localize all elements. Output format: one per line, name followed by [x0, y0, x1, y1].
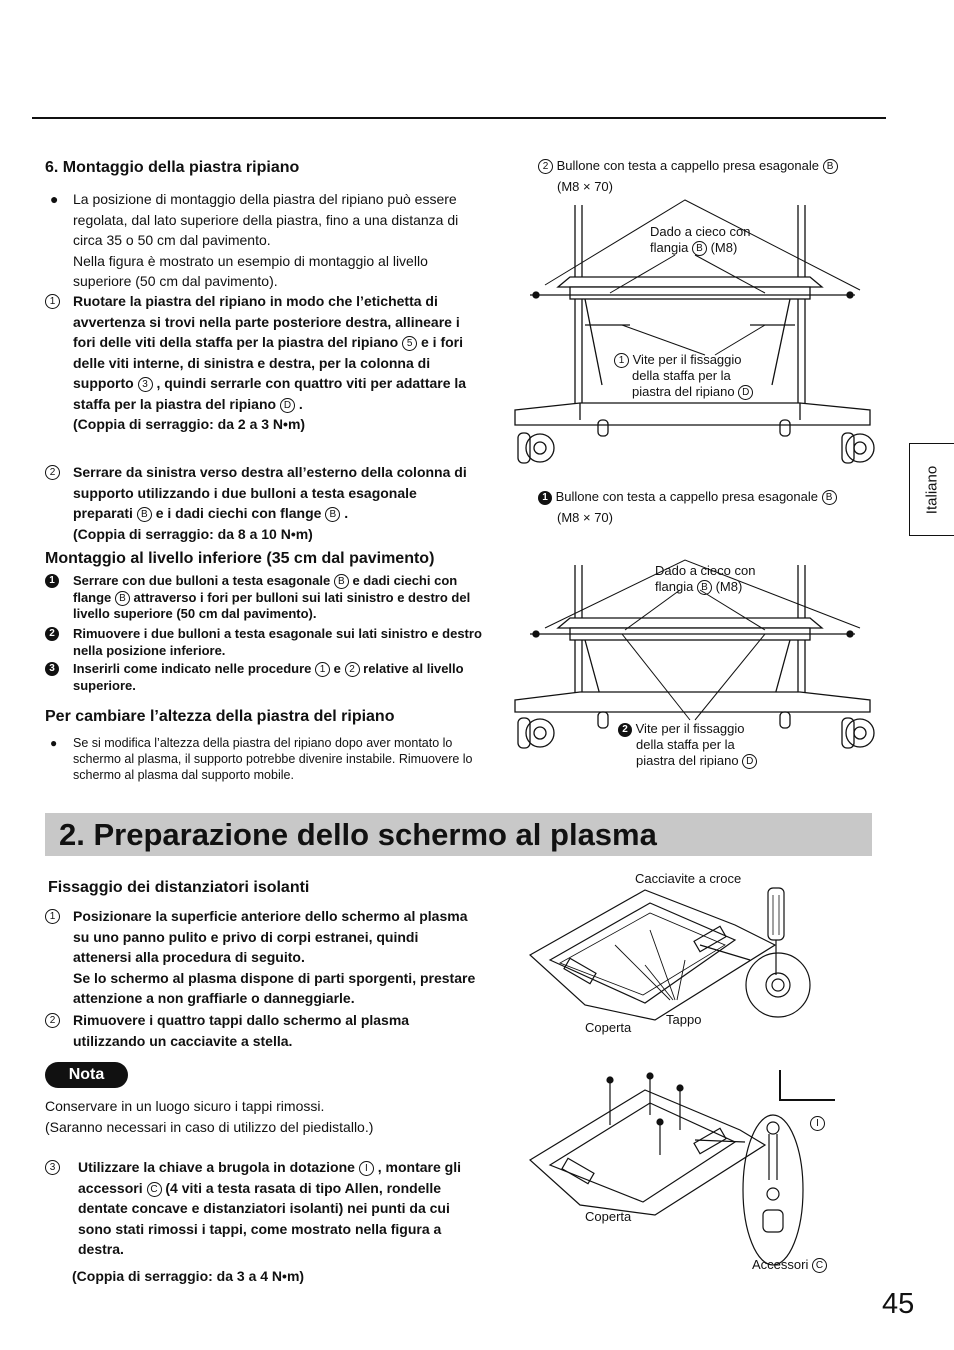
fig3-screwdriver-label: Cacciavite a croce: [635, 871, 742, 886]
fig2-size: (M8 × 70): [557, 510, 613, 525]
sec2-step-2: 2 Rimuovere i quattro tappi dallo schermo al plasma utilizzando un cacciavite a stella.: [45, 1010, 480, 1051]
step-number: 1: [45, 294, 60, 309]
fig2-nut-label: Dado a cieco con flangia B (M8): [655, 563, 756, 594]
step-number: 2: [45, 465, 60, 480]
section-6-heading: 6. Montaggio della piastra ripiano: [45, 159, 300, 176]
bullet-dot: ●: [50, 191, 59, 207]
sec2-step-3: 3 Utilizzare la chiave a brugola in dotazione I , montare gli accessori C (4 viti a testa rasata di tipo Allen, rondelle dentate concave e distanziatori isolanti) nei punti da cui sono stati rimossi i tappi, come mostrato nella figura a destra.: [45, 1157, 485, 1260]
fig3-cap-label: Tappo: [666, 1012, 702, 1027]
fig1-top-label: 2 Bullone con testa a cappello presa esagonale B: [538, 158, 873, 174]
sec6-bullet-text: La posizione di montaggio della piastra del ripiano può essere regolata, dal lato superiore della piastra, fino a una distanza di circa 35 o 50 cm dal pavimento.: [73, 191, 459, 248]
lower-item-3: 3 Inserirli come indicato nelle procedure 1 e 2 relative al livello superiore.: [45, 661, 485, 694]
page-number: 45: [882, 1288, 915, 1320]
height-heading: Per cambiare l’altezza della piastra del ripiano: [45, 708, 395, 725]
step-number-filled: 2: [45, 627, 59, 641]
language-tab-label: Italiano: [923, 465, 941, 514]
height-bullet: ● Se si modifica l’altezza della piastra del ripiano dopo aver montato lo schermo al plasma, il supporto potrebbe divenire instabile. Rimuovere lo schermo al plasma dal supporto mobile.: [50, 736, 473, 782]
fig1-size: (M8 × 70): [557, 179, 613, 194]
fig3-screen-drawing: [525, 885, 815, 1025]
top-rule: [32, 117, 886, 119]
sec2-step-3-torque: (Coppia di serraggio: da 3 a 4 N•m): [72, 1268, 305, 1284]
step-number: 1: [45, 909, 60, 924]
fig4-key-label: I: [810, 1115, 825, 1131]
fig3-cover-label: Coperta: [585, 1020, 632, 1035]
sec6-bullet: [45, 189, 480, 292]
fig2-top-label: 1 Bullone con testa a cappello presa esagonale B: [538, 489, 873, 505]
fig2-screw-label: 2 Vite per il fissaggio della staffa per la piastra del ripiano D: [618, 721, 757, 769]
nota-text: Conservare in un luogo sicuro i tappi rimossi. (Saranno necessari in caso di utilizzo del piedistallo.): [45, 1098, 374, 1135]
lower-item-1: 1 Serrare con due bulloni a testa esagonale B e dadi ciechi con flange B attraverso i fori per bulloni sui lati sinistro e destro del livello superiore (50 cm dal pavimento).: [45, 573, 485, 623]
fig2-stand-drawing: [510, 530, 875, 760]
fig1-screw-label: 1 Vite per il fissaggio della staffa per la piastra del ripiano D: [614, 352, 753, 400]
nota-badge: Nota: [45, 1062, 128, 1088]
section-2-title: 2. Preparazione dello schermo al plasma: [59, 817, 657, 852]
language-tab: [909, 443, 954, 536]
step-number-filled: 1: [45, 574, 59, 588]
fig1-stand-drawing: [510, 195, 875, 470]
fig4-screen-drawing: [525, 1070, 825, 1255]
spacers-heading: Fissaggio dei distanziatori isolanti: [48, 879, 310, 896]
section-2-banner: [45, 813, 872, 856]
sec6-step-1: 1 Ruotare la piastra del ripiano in modo che l’etichetta di avvertenza si trovi nella parte posteriore destra, allineare i fori delle viti della staffa per la piastra del ripiano 5 e i fori delle viti interne, di sinistra e destra, per la colonna di supporto 3 , quindi serrarle con quattro viti per adattare la staffa per la piastra del ripiano D . (Coppia di serraggio: da 2 a 3 N•m): [45, 291, 480, 435]
fig4-accessories-label: Accessori C: [752, 1257, 827, 1273]
fig4-cover-label: Coperta: [585, 1209, 632, 1224]
step-number-filled: 3: [45, 662, 59, 676]
lower-level-heading: Montaggio al livello inferiore (35 cm dal pavimento): [45, 550, 435, 567]
torque-note: (Coppia di serraggio: da 8 a 10 N•m): [73, 525, 313, 542]
lower-item-2: 2 Rimuovere i due bulloni a testa esagonale sui lati sinistro e destro nella posizione inferiore.: [45, 626, 485, 659]
step-number: 2: [45, 1013, 60, 1028]
sec6-bullet-text-2: Nella figura è mostrato un esempio di montaggio al livello superiore (50 cm dal pavimento).: [73, 252, 428, 289]
sec6-step-2: 2 Serrare da sinistra verso destra all’esterno della colonna di supporto utilizzando i due bulloni a testa esagonale preparati B e i dadi ciechi con flange B . (Coppia di serraggio: da 8 a 10 N•m): [45, 462, 480, 544]
step-number: 3: [45, 1160, 60, 1175]
sec2-step-1: 1 Posizionare la superficie anteriore dello schermo al plasma su uno panno pulito e privo di corpi estranei, quindi attenersi alla procedura di seguito. Se lo schermo al plasma dispone di parti sporgenti, prestare attenzione a non graffiarle o danneggiarle.: [45, 906, 480, 1009]
torque-note: (Coppia di serraggio: da 2 a 3 N•m): [73, 416, 306, 432]
fig1-nut-label: Dado a cieco con flangia B (M8): [650, 224, 751, 255]
